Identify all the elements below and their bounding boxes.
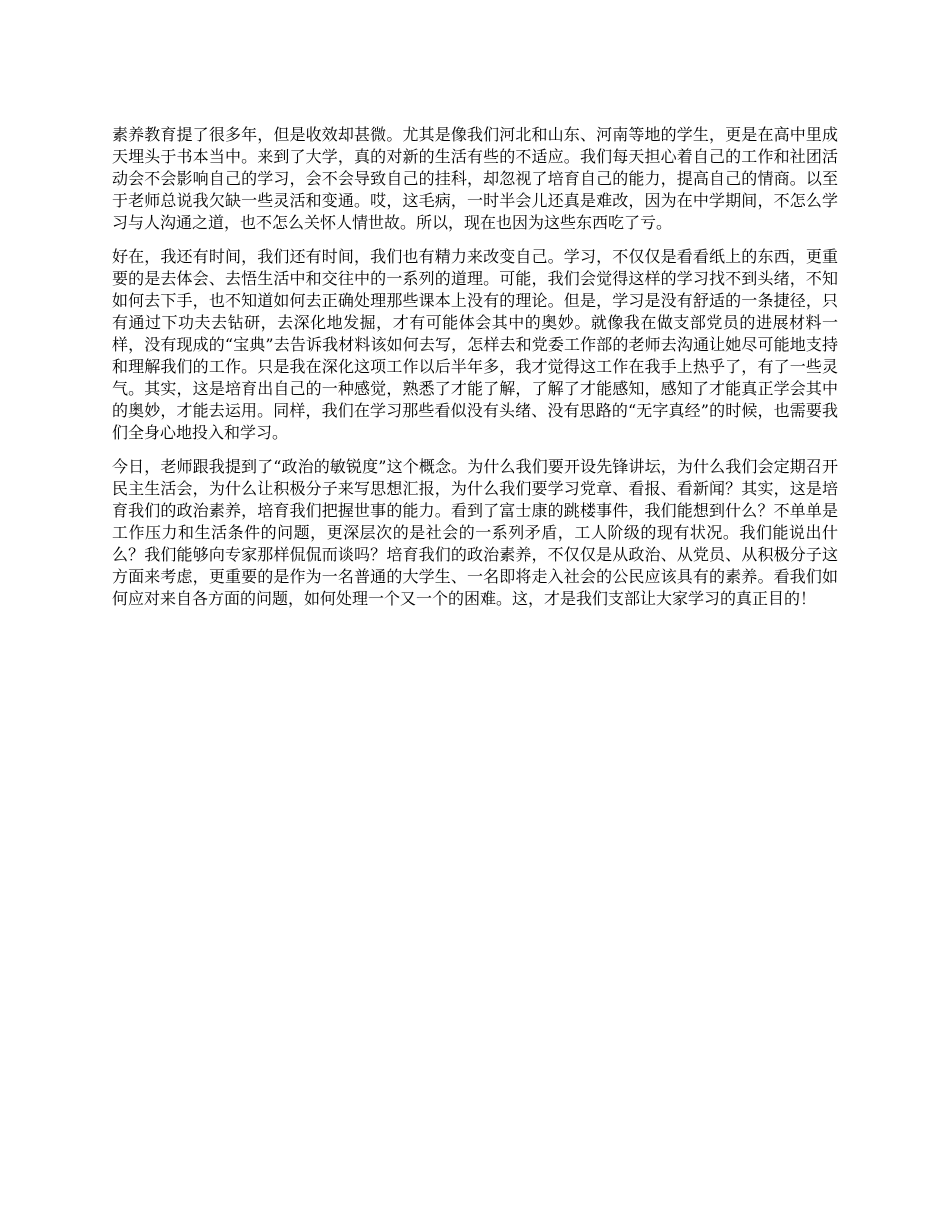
paragraph-2: 好在，我还有时间，我们还有时间，我们也有精力来改变自己。学习，不仅仅是看看纸上的东西，更重要的是去体会、去悟生活中和交往中的一系列的道理。可能，我们会觉得这样的学习找不到头绪，不知如何去下手，也不知道如何去正确处理那些课本上没有的理论。但是，学习是没有舒适的一条捷径，只有通过下功夫去钻研，去深化地发掘，才有可能体会其中的奥妙。就像我在做支部党员的进展材料一样，没有现成的“宝典”去告诉我材料该如何去写，怎样去和党委工作部的老师去沟通让她尽可能地支持和理解我们的工作。只是我在深化这项工作以后半年多，我才觉得这工作在我手上热乎了，有了一些灵气。其实，这是培育出自己的一种感觉，熟悉了才能了解，了解了才能感知，感知了才能真正学会其中的奥妙，才能去运用。同样，我们在学习那些看似没有头绪、没有思路的“无字真经”的时候，也需要我们全身心地投入和学习。 xyxy=(112,247,838,442)
document-page xyxy=(112,124,838,622)
paragraph-3: 今日，老师跟我提到了“政治的敏锐度”这个概念。为什么我们要开设先锋讲坛，为什么我们会定期召开民主生活会，为什么让积极分子来写思想汇报，为什么我们要学习党章、看报、看新闻？其实，这是培育我们的政治素养，培育我们把握世事的能力。看到了富士康的跳楼事件，我们能想到什么？不单单是工作压力和生活条件的问题，更深层次的是社会的一系列矛盾，工人阶级的现有状况。我们能说出什么？我们能够向专家那样侃侃而谈吗？培育我们的政治素养，不仅仅是从政治、从党员、从积极分子这方面来考虑，更重要的是作为一名普通的大学生、一名即将走入社会的公民应该具有的素养。看我们如何应对来自各方面的问题，如何处理一个又一个的困难。这，才是我们支部让大家学习的真正目的！ xyxy=(112,457,838,608)
paragraph-1: 素养教育提了很多年，但是收效却甚微。尤其是像我们河北和山东、河南等地的学生，更是在高中里成天埋头于书本当中。来到了大学，真的对新的生活有些的不适应。我们每天担心着自己的工作和社团活动会不会影响自己的学习，会不会导致自己的挂科，却忽视了培育自己的能力，提高自己的情商。以至于老师总说我欠缺一些灵活和变通。哎，这毛病，一时半会儿还真是难改，因为在中学期间，不怎么学习与人沟通之道，也不怎么关怀人情世故。所以，现在也因为这些东西吃了亏。 xyxy=(112,125,838,232)
